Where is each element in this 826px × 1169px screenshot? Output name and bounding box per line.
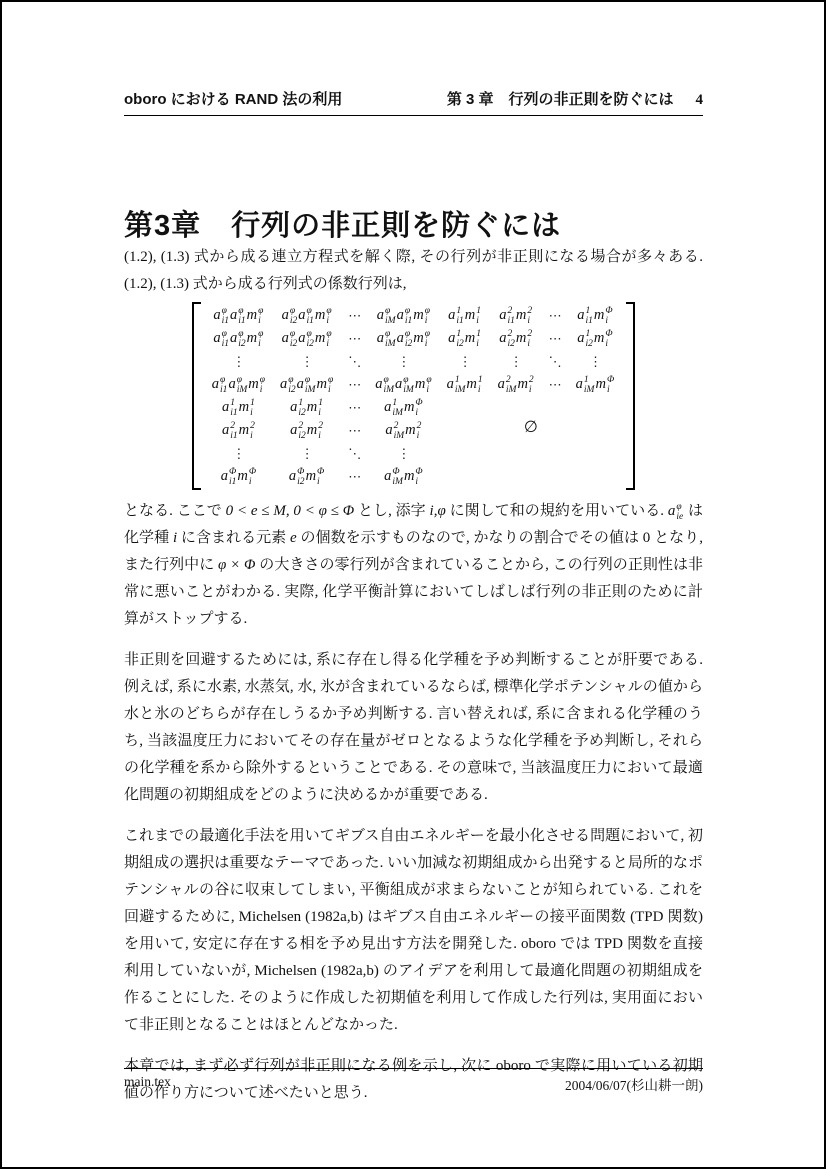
matrix-cell: a 2 iM m 2 i: [385, 421, 422, 441]
matrix-cell: a φ i1 a φ i1 m φ i: [213, 306, 264, 326]
header-page-number: 4: [695, 92, 703, 108]
paragraph: 非正則を回避するためには, 系に存在し得る化学種を予め判断することが肝要である. 例えば, 系に水素, 水蒸気, 水, 氷が含まれているならば, 標準化学ポテンシャルの値から水と氷のどちらが存在しうるか予め判断する. 言い替えれば, 系に含まれる化学種のうち, 当該温度圧力においてその存在量がゼロとなるような化学種を予め判断し, それらの化学種を系から除外するということである. その意味で, 当該温度圧力において最適化問題の初期組成をどのように決めるかが重要である.: [124, 652, 703, 803]
footer-date-author: 2004/06/07(杉山耕一朗): [565, 1078, 703, 1093]
matrix-cell: a φ i1 a φ i2 m φ i: [213, 329, 264, 349]
matrix-cell: ⋯: [348, 399, 362, 415]
page-footer: [124, 1068, 703, 1094]
matrix-cell: a φ iM a φ i2 m φ i: [376, 329, 430, 349]
matrix-cell: a 2 i2 m 2 i: [499, 329, 533, 349]
matrix-cell: ⋮: [397, 445, 411, 461]
matrix-cell: a φ iM a φ i1 m φ i: [376, 306, 430, 326]
matrix-cell: a 1 i1 m 1 i: [221, 398, 255, 418]
matrix-cell: a 1 i1 m 1 i: [448, 306, 482, 326]
paragraph: となる. ここで 0 < e ≤ M, 0 < φ ≤ Φ とし, 添字 i,φ に関して和の規約を用いている. a φ ie は化学種 i に含まれる元素 e の個数を示すものなので, かなりの割合でその値は 0 となり, また行列中に φ × Φ の大きさの零行列が含まれていることから, この行列の正則性は非常に悪いことがわかる. 実際, 化学平衡計算においてしばしば行列の非正則のために計算がストップする.: [124, 502, 703, 627]
paragraph: 本章では, まず必ず行列が非正則になる例を示し, 次に oboro で実際に用いている初期値の作り方について述べたいと思う.: [124, 1058, 703, 1101]
matrix-cell: ⋯: [548, 330, 562, 346]
matrix-cell: a 1 iM m Φ i: [384, 398, 423, 418]
matrix-cell: a 2 i2 m 2 i: [290, 421, 324, 441]
matrix-cell: a φ i2 a φ i1 m φ i: [281, 306, 332, 326]
matrix-cell: a 1 i1 m Φ i: [577, 306, 613, 326]
chapter-title: 第3章 行列の非正則を防ぐには: [124, 210, 562, 242]
footer-filename: main.tex: [124, 1074, 171, 1089]
matrix-cell: ⋯: [548, 307, 562, 323]
matrix-cell: a Φ i1 m Φ i: [220, 467, 257, 487]
matrix-cell: ⋮: [232, 353, 246, 369]
paragraph: これまでの最適化手法を用いてギブス自由エネルギーを最小化させる問題において, 初期組成の選択は重要なテーマであった. いい加減な初期組成から出発すると局所的なポテンシャルの谷に収束してしまい, 平衡組成が求まらないことが知られている. これを回避するために, Michelsen (1982a,b) はギブス自由エネルギーの接平面関数 (TPD 関数) を用いて, 安定に存在する相を予め見出す方法を開発した. oboro では TPD 関数を直接利用していないが, Michelsen (1982a,b) のアイデアを利用して最適化問題の初期組成を作ることにした. そのように作成した初期値を利用して作成した行列は, 実用面において非正則となることはほとんどなかった.: [124, 828, 703, 1033]
matrix-cell: a φ i2 a φ iM m φ i: [280, 375, 334, 395]
matrix-cell: ⋮: [397, 353, 411, 369]
matrix-cell: a Φ i2 m Φ i: [288, 467, 325, 487]
matrix-cell: a φ i2 a φ i2 m φ i: [281, 329, 332, 349]
matrix-table: [205, 304, 622, 488]
body-paragraphs: [124, 498, 703, 1107]
matrix-cell: a 2 i1 m 2 i: [499, 306, 533, 326]
matrix-cell: a 1 i2 m Φ i: [577, 329, 613, 349]
matrix-cell: ⋯: [348, 468, 362, 484]
matrix-left-bracket: [192, 302, 201, 490]
matrix-cell: a 1 i2 m 1 i: [448, 329, 482, 349]
matrix-cell: ⋯: [548, 376, 562, 392]
matrix-right-bracket: [626, 302, 635, 490]
matrix-cell: ⋯: [348, 422, 362, 438]
matrix-cell: a 2 i1 m 2 i: [221, 421, 255, 441]
matrix-cell: a Φ iM m Φ i: [384, 467, 423, 487]
matrix-cell: ⋮: [588, 353, 602, 369]
matrix-cell: a 1 i2 m 1 i: [290, 398, 324, 418]
page-header: [124, 88, 703, 116]
matrix-cell: a φ i1 a φ iM m φ i: [211, 375, 265, 395]
matrix-cell: ⋮: [458, 353, 472, 369]
matrix-cell: ⋯: [348, 376, 362, 392]
matrix-cell: ⋮: [300, 353, 314, 369]
matrix-cell: ⋯: [348, 330, 362, 346]
header-chapter-title: 第 3 章 行列の非正則を防ぐには: [446, 91, 674, 108]
matrix-cell: a φ iM a φ iM m φ i: [375, 375, 432, 395]
matrix-cell: a 2 iM m 2 i: [497, 375, 534, 395]
matrix-cell: ⋱: [348, 445, 362, 461]
header-document-title: oboro における RAND 法の利用: [124, 91, 343, 108]
matrix-cell: ⋮: [300, 445, 314, 461]
coefficient-matrix: [124, 302, 703, 490]
matrix-cell: ⋱: [348, 353, 362, 369]
matrix-zero-block: ∅: [523, 419, 538, 436]
matrix-cell: a 1 iM m Φ i: [575, 375, 615, 395]
matrix-cell: ⋱: [548, 353, 562, 369]
matrix-cell: ⋮: [509, 353, 523, 369]
matrix-cell: ⋯: [348, 307, 362, 323]
matrix-cell: ⋮: [232, 445, 246, 461]
intro-paragraph: (1.2), (1.3) 式から成る連立方程式を解く際, その行列が非正則になる場合が多々ある. (1.2), (1.3) 式から成る行列式の係数行列は,: [124, 249, 703, 292]
matrix-cell: a 1 iM m 1 i: [446, 375, 483, 395]
